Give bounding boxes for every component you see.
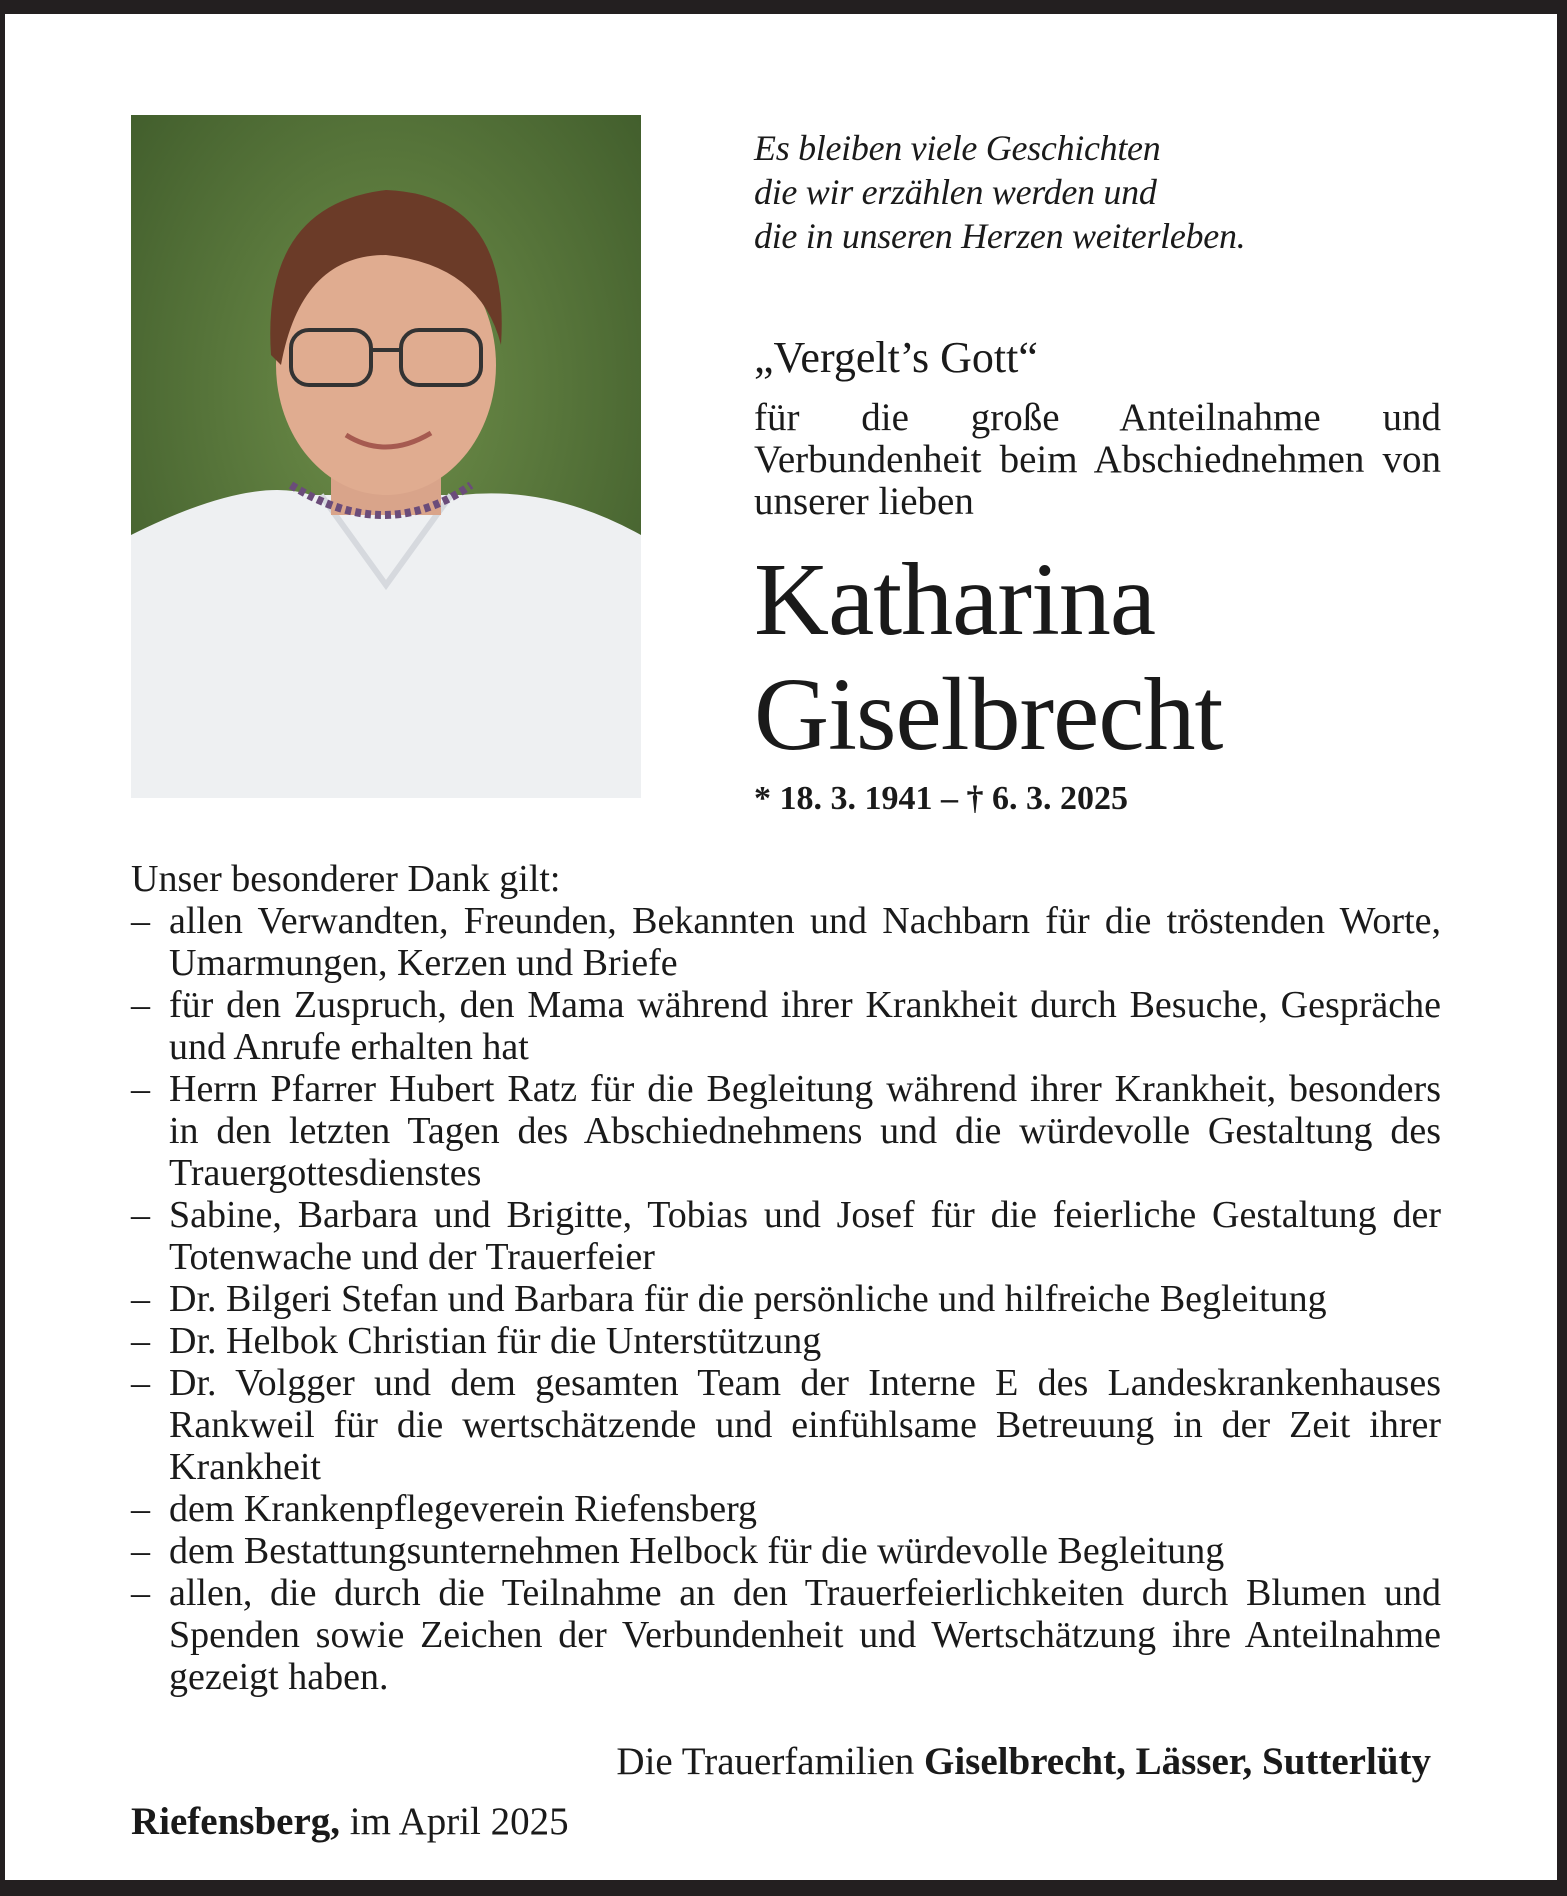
list-item <box>131 1278 1441 1320</box>
thanks-list <box>131 900 1441 1698</box>
bullet-dash: – <box>131 1320 150 1362</box>
bullet-dash: – <box>131 1278 150 1320</box>
list-item <box>131 1572 1441 1698</box>
list-item <box>131 900 1441 984</box>
portrait-photo <box>131 115 641 798</box>
list-item-text: für den Zuspruch, den Mama während ihrer Krankheit durch Besuche, Gespräche und Anrufe erhalten hat <box>169 984 1441 1068</box>
family-signature <box>616 1739 1431 1784</box>
obituary-notice <box>5 14 1557 1880</box>
thanks-heading: „Vergelt’s Gott“ <box>754 333 1038 382</box>
list-item-text: Sabine, Barbara und Brigitte, Tobias und Josef für die feierliche Gestaltung der Totenwache und der Trauerfeier <box>169 1194 1441 1278</box>
list-item-text: allen Verwandten, Freunden, Bekannten und Nachbarn für die tröstenden Worte, Umarmungen, Kerzen und Briefe <box>169 900 1441 984</box>
place-date <box>131 1799 569 1844</box>
family-names: Giselbrecht, Lässer, Sutterlüty <box>924 1740 1431 1783</box>
first-name: Katharina <box>754 542 1156 657</box>
thanks-list-section <box>131 858 1441 1698</box>
thanks-intro: für die große Anteilnahme und Verbundenheit beim Abschiednehmen von unserer lieben <box>754 396 1441 523</box>
list-item <box>131 1320 1441 1362</box>
quote-line: Es bleiben viele Geschichten <box>754 128 1161 168</box>
bullet-dash: – <box>131 900 150 942</box>
memorial-quote <box>754 126 1245 258</box>
quote-line: die in unseren Herzen weiterleben. <box>754 216 1246 256</box>
bullet-dash: – <box>131 1362 150 1404</box>
life-dates: * 18. 3. 1941 – † 6. 3. 2025 <box>754 780 1128 817</box>
list-item-text: dem Bestattungsunternehmen Helbock für die würdevolle Begleitung <box>169 1530 1225 1572</box>
list-item-text: Dr. Bilgeri Stefan und Barbara für die persönliche und hilfreiche Begleitung <box>169 1278 1327 1320</box>
list-item <box>131 1530 1441 1572</box>
town: Riefensberg, <box>131 1800 341 1843</box>
bullet-dash: – <box>131 1572 150 1614</box>
bullet-dash: – <box>131 984 150 1026</box>
date: im April 2025 <box>349 1800 569 1843</box>
deceased-name <box>754 542 1222 772</box>
list-item-text: Dr. Volgger und dem gesamten Team der Interne E des Landeskrankenhauses Rankweil für die wertschätzende und einfühlsame Betreuung in der Zeit ihrer Krankheit <box>169 1362 1441 1488</box>
list-item <box>131 984 1441 1068</box>
bullet-dash: – <box>131 1530 150 1572</box>
bullet-dash: – <box>131 1488 150 1530</box>
list-item <box>131 1194 1441 1278</box>
list-item-text: allen, die durch die Teilnahme an den Trauerfeierlichkeiten durch Blumen und Spenden sowie Zeichen der Verbundenheit und Wertschätzung ihre Anteilnahme gezeigt haben. <box>169 1572 1441 1698</box>
thanks-lead: Unser besonderer Dank gilt: <box>131 858 561 900</box>
list-item-text: Herrn Pfarrer Hubert Ratz für die Begleitung während ihrer Krankheit, besonders in den letzten Tagen des Abschiednehmens und die würdevolle Gestaltung des Trauergottesdienstes <box>169 1068 1441 1194</box>
list-item-text: Dr. Helbok Christian für die Unterstützung <box>169 1320 822 1362</box>
list-item <box>131 1068 1441 1194</box>
list-item-text: dem Krankenpflegeverein Riefensberg <box>169 1488 758 1530</box>
signature-prefix: Die Trauerfamilien <box>616 1740 915 1783</box>
bullet-dash: – <box>131 1194 150 1236</box>
list-item <box>131 1362 1441 1488</box>
quote-line: die wir erzählen werden und <box>754 172 1157 212</box>
last-name: Giselbrecht <box>754 657 1223 772</box>
bullet-dash: – <box>131 1068 150 1110</box>
list-item <box>131 1488 1441 1530</box>
